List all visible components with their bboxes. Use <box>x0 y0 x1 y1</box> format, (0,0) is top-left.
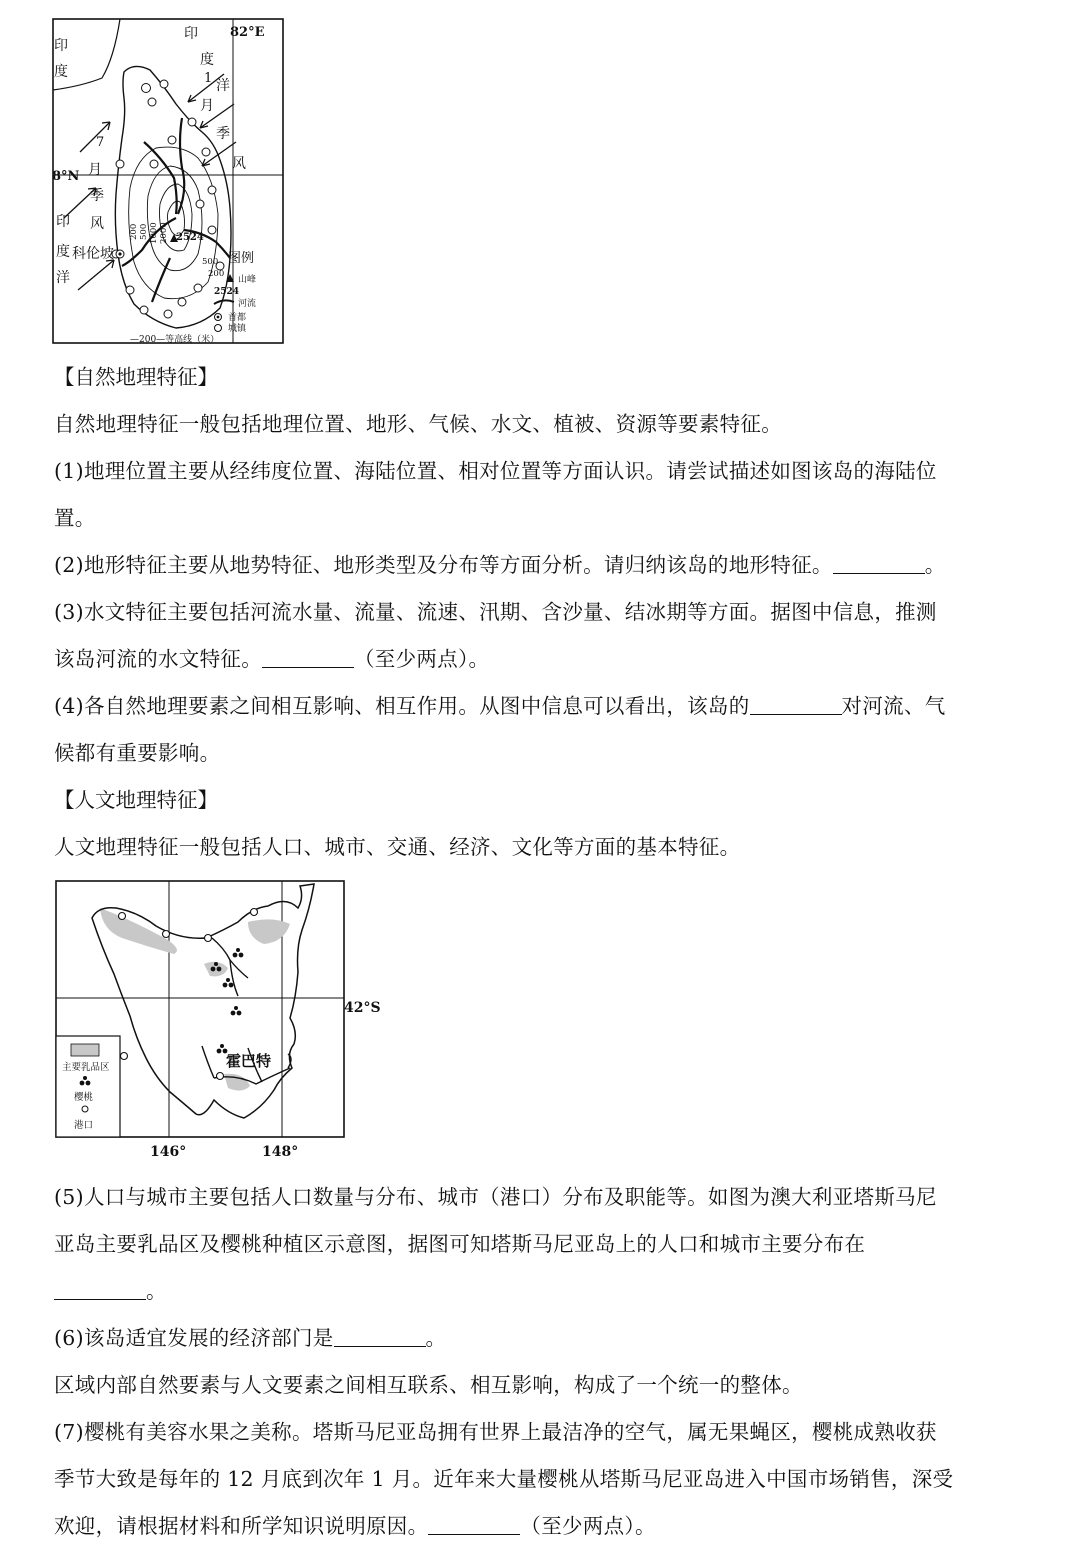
svg-text:季: 季 <box>90 188 104 204</box>
lon-label-146: 146° <box>150 1144 187 1160</box>
svg-text:主要乳品区: 主要乳品区 <box>62 1062 110 1073</box>
lon-label: 82°E <box>230 25 265 40</box>
question-3-line1: (3)水文特征主要包括河流水量、流量、流速、汛期、含沙量、结冰期等方面。据图中信息，推测 <box>54 600 937 624</box>
svg-text:2000: 2000 <box>159 222 169 244</box>
city-label: 霍巴特 <box>226 1052 272 1070</box>
svg-text:1: 1 <box>204 71 213 86</box>
question-7-line3: 欢迎，请根据材料和所学知识说明原因。 （至少两点）。 <box>54 1514 656 1538</box>
summary-text: 区域内部自然要素与人文要素之间相互联系、相互影响，构成了一个统一的整体。 <box>54 1373 803 1397</box>
svg-text:7: 7 <box>96 135 105 150</box>
svg-text:2524: 2524 <box>214 287 240 297</box>
svg-text:季: 季 <box>216 126 230 142</box>
question-7-line1: (7)樱桃有美容水果之美称。塔斯马尼亚岛拥有世界上最洁净的空气，属无果蝇区，樱桃成熟收获 <box>54 1420 937 1444</box>
answer-blank <box>262 647 354 668</box>
tasmania-map <box>52 878 388 1164</box>
svg-text:图例: 图例 <box>228 251 255 266</box>
capital-label: 科伦坡 <box>72 246 114 262</box>
question-2: (2)地形特征主要从地势特征、地形类型及分布等方面分析。请归纳该岛的地形特征。 。 <box>54 553 946 577</box>
svg-text:500: 500 <box>139 223 149 240</box>
answer-blank <box>750 694 842 715</box>
svg-text:度: 度 <box>56 244 70 260</box>
svg-text:印: 印 <box>184 26 198 42</box>
svg-text:印: 印 <box>56 214 70 230</box>
svg-text:1000: 1000 <box>149 222 159 244</box>
peak-elevation: 2524 <box>176 232 204 243</box>
legend-river-icon <box>214 300 234 304</box>
capital-marker <box>116 250 124 258</box>
question-7-line2: 季节大致是每年的 12 月底到次年 1 月。近年来大量樱桃从塔斯马尼亚岛进入中国市场销售，深受 <box>54 1467 954 1491</box>
legend-dairy-icon <box>71 1044 99 1056</box>
svg-text:月: 月 <box>200 98 214 114</box>
svg-text:—200—等高线（米）: —200—等高线（米） <box>130 335 220 344</box>
river <box>178 118 184 214</box>
svg-text:首都: 首都 <box>228 313 247 323</box>
svg-text:月: 月 <box>88 162 102 178</box>
legend-town-icon <box>215 325 222 332</box>
svg-text:度: 度 <box>200 52 214 68</box>
svg-text:河流: 河流 <box>238 299 257 309</box>
question-4-line1: (4)各自然地理要素之间相互影响、相互作用。从图中信息可以看出，该岛的 对河流、气 <box>54 694 946 718</box>
question-5-line1: (5)人口与城市主要包括人口数量与分布、城市（港口）分布及职能等。如图为澳大利亚塔斯马尼 <box>54 1185 937 1209</box>
svg-text:洋: 洋 <box>56 270 70 286</box>
contour-200 <box>129 147 218 299</box>
map1-legend <box>130 251 256 344</box>
question-4-line2: 候都有重要影响。 <box>54 741 221 765</box>
svg-text:风: 风 <box>232 156 246 172</box>
question-5-line3: 。 <box>54 1268 1058 1315</box>
answer-blank <box>334 1326 426 1347</box>
section-intro-human: 人文地理特征一般包括人口、城市、交通、经济、文化等方面的基本特征。 <box>54 835 741 859</box>
section-intro-physical: 自然地理特征一般包括地理位置、地形、气候、水文、植被、资源等要素特征。 <box>54 412 782 436</box>
answer-blank <box>428 1514 520 1535</box>
svg-text:500: 500 <box>202 257 219 267</box>
legend-port-icon <box>82 1106 88 1112</box>
section-title-physical: 【自然地理特征】 <box>54 365 218 389</box>
svg-text:山峰: 山峰 <box>238 275 257 285</box>
answer-blank <box>833 553 925 574</box>
svg-text:200: 200 <box>208 269 225 279</box>
sri-lanka-map <box>52 18 284 344</box>
svg-text:樱桃: 樱桃 <box>74 1092 94 1103</box>
map2-legend <box>56 1036 120 1137</box>
question-5-line2: 亚岛主要乳品区及樱桃种植区示意图，据图可知塔斯马尼亚岛上的人口和城市主要分布在 <box>54 1232 866 1256</box>
question-3-line2: 该岛河流的水文特征。 （至少两点）。 <box>54 647 490 671</box>
svg-text:印: 印 <box>54 38 68 54</box>
lat-label: 42°S <box>344 1000 381 1016</box>
svg-text:度: 度 <box>54 64 68 80</box>
svg-text:城镇: 城镇 <box>228 324 247 334</box>
question-1-line1: (1)地理位置主要从经纬度位置、海陆位置、相对位置等方面认识。请尝试描述如图该岛的海陆位 <box>54 459 937 483</box>
lat-label: 8°N <box>52 169 80 184</box>
cherry-markers <box>211 948 244 1053</box>
svg-text:风: 风 <box>90 216 104 232</box>
section-title-human: 【人文地理特征】 <box>54 788 218 812</box>
svg-text:200: 200 <box>129 223 139 240</box>
svg-text:港口: 港口 <box>74 1120 94 1131</box>
svg-text:洋: 洋 <box>216 78 230 94</box>
river <box>152 258 170 302</box>
answer-blank <box>54 1279 146 1300</box>
lon-label-148: 148° <box>262 1144 299 1160</box>
question-1-line2: 置。 <box>54 506 96 530</box>
question-6: (6)该岛适宜发展的经济部门是 。 <box>54 1326 447 1350</box>
